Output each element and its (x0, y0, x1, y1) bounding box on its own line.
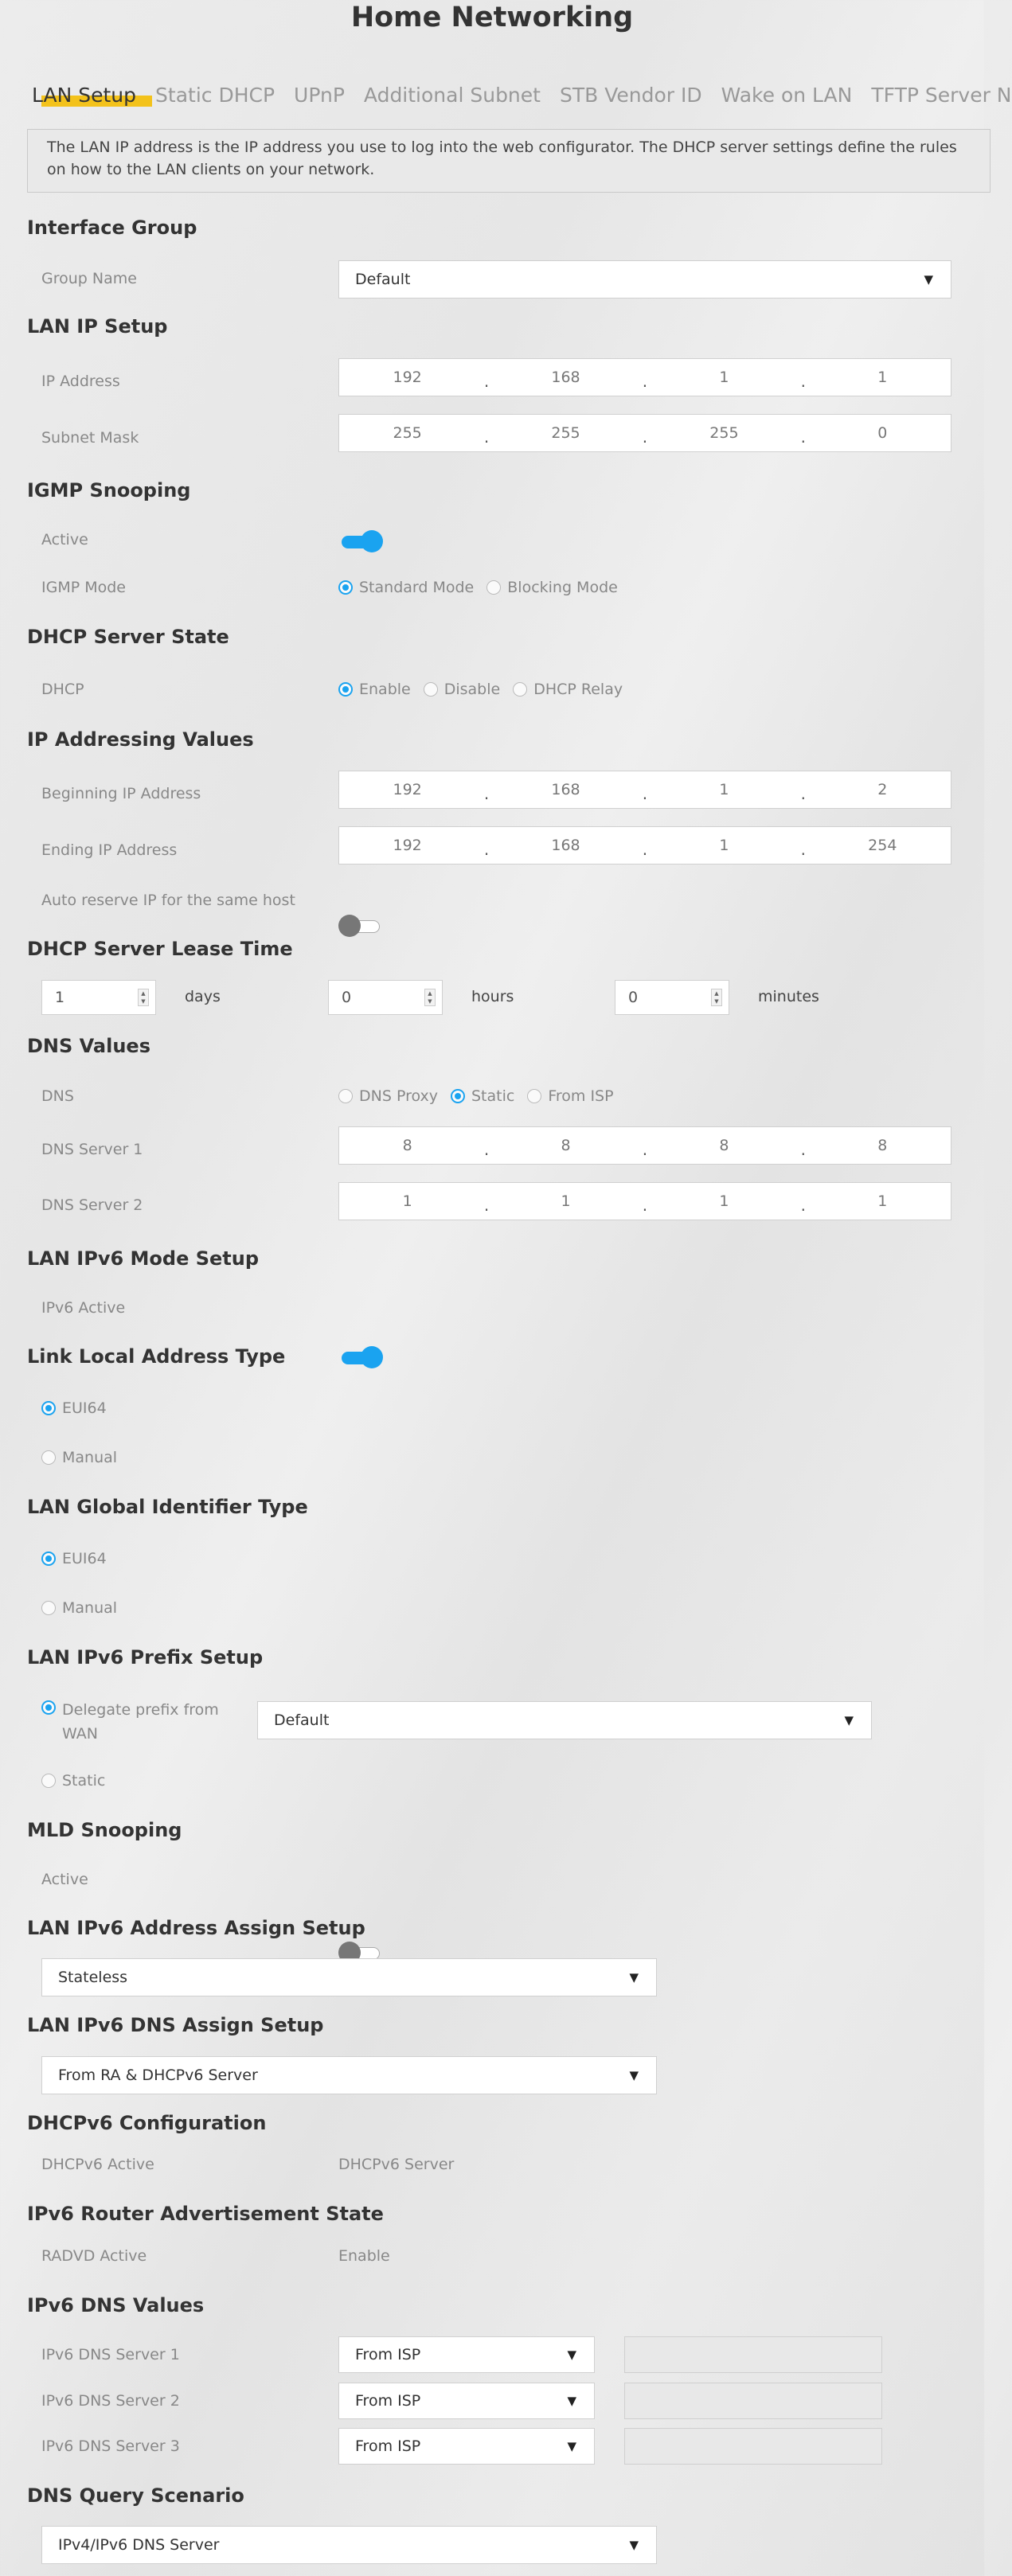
caret-down-icon: ▼ (629, 2068, 639, 2082)
link-local-eui64 (41, 1399, 107, 1417)
ip-address-label: IP Address (41, 373, 120, 390)
section-mld-snooping: MLD Snooping (27, 1819, 182, 1841)
dhcp-state-group (338, 681, 623, 698)
dns1-octet-input[interactable]: 8 (877, 1137, 888, 1154)
section-address-assign: LAN IPv6 Address Assign Setup (27, 1917, 365, 1939)
igmp-mode-label: IGMP Mode (41, 579, 126, 596)
dns-assign-select[interactable] (41, 2056, 657, 2094)
ipv6-dns-server-1-value: From ISP (355, 2346, 421, 2363)
tab-tftp-server[interactable]: TFTP Server N (871, 83, 1012, 107)
dns2-octet-input[interactable]: 1 (402, 1192, 412, 1210)
ipv6-dns-server-3-select[interactable] (338, 2428, 595, 2465)
end-octet-input[interactable]: 192 (393, 837, 422, 854)
beginning-ip-field: 192 . 168 . 1 . 2 (338, 771, 951, 809)
caret-down-icon: ▼ (567, 2348, 576, 2362)
lease-days-unit: days (185, 988, 221, 1005)
section-global-identifier: LAN Global Identifier Type (27, 1496, 308, 1518)
tab-stb-vendor-id[interactable]: STB Vendor ID (559, 83, 702, 107)
radio-global-eui64[interactable]: EUI64 (41, 1550, 107, 1567)
mask-octet-input[interactable]: 255 (551, 424, 580, 442)
info-box: The LAN IP address is the IP address you use to log into the web configurator. The DHCP server settings define the rules on how to the LAN clients on your network. (27, 129, 991, 193)
radio-global-manual[interactable]: Manual (41, 1599, 117, 1617)
mask-octet-input[interactable]: 0 (877, 424, 888, 442)
radio-delegate-prefix[interactable] (41, 1700, 56, 1715)
ending-ip-field: 192 . 168 . 1 . 254 (338, 826, 951, 865)
tab-lan-setup[interactable]: LAN Setup (32, 83, 137, 107)
radio-dns-from-isp[interactable]: From ISP (527, 1087, 613, 1105)
subnet-mask-label: Subnet Mask (41, 429, 139, 447)
spinner-arrows-icon[interactable]: ▲ ▼ (424, 989, 436, 1006)
auto-reserve-label: Auto reserve IP for the same host (41, 892, 295, 909)
ending-ip-label: Ending IP Address (41, 841, 178, 859)
caret-down-icon: ▼ (567, 2439, 576, 2453)
address-assign-select[interactable] (41, 1958, 657, 1996)
dns2-octet-input[interactable]: 1 (561, 1192, 571, 1210)
tab-upnp[interactable]: UPnP (294, 83, 345, 107)
auto-reserve-toggle[interactable] (338, 914, 383, 938)
mask-octet-input[interactable]: 255 (393, 424, 422, 442)
dns1-octet-input[interactable]: 8 (719, 1137, 729, 1154)
section-ipv6-mode: LAN IPv6 Mode Setup (27, 1247, 260, 1270)
ipv6-active-label: IPv6 Active (41, 1299, 126, 1317)
ipv6-dns-server-3-label: IPv6 DNS Server 3 (41, 2437, 180, 2455)
radio-link-local-eui64[interactable]: EUI64 (41, 1399, 107, 1417)
dns2-octet-input[interactable]: 1 (877, 1192, 888, 1210)
begin-octet-input[interactable]: 192 (393, 781, 422, 798)
dns-server-2-field: 1 . 1 . 1 . 1 (338, 1182, 951, 1220)
section-igmp-snooping: IGMP Snooping (27, 479, 191, 502)
dns-mode-group (338, 1087, 614, 1105)
ipv6-dns-server-1-label: IPv6 DNS Server 1 (41, 2346, 180, 2363)
section-dns-assign: LAN IPv6 DNS Assign Setup (27, 2014, 324, 2036)
section-dhcpv6: DHCPv6 Configuration (27, 2112, 267, 2134)
spinner-arrows-icon[interactable]: ▲ ▼ (711, 989, 722, 1006)
begin-octet-input[interactable]: 168 (551, 781, 580, 798)
dhcp-label: DHCP (41, 681, 84, 698)
end-octet-input[interactable]: 1 (719, 837, 729, 854)
dns2-octet-input[interactable]: 1 (719, 1192, 729, 1210)
ip-address-field: 192 . 168 . 1 . 1 (338, 358, 951, 396)
radio-link-local-manual[interactable]: Manual (41, 1449, 117, 1466)
global-id-manual (41, 1599, 117, 1617)
delegate-prefix-select[interactable] (257, 1701, 872, 1739)
dhcpv6-active-value: DHCPv6 Server (338, 2156, 455, 2173)
section-router-advertisement: IPv6 Router Advertisement State (27, 2203, 384, 2225)
caret-down-icon: ▼ (567, 2394, 576, 2408)
section-dhcp-server-state: DHCP Server State (27, 626, 229, 648)
ipv6-dns-server-3-input[interactable] (624, 2428, 882, 2465)
lease-hours-value: 0 (342, 989, 352, 1006)
caret-down-icon: ▼ (924, 272, 933, 287)
dns1-octet-input[interactable]: 8 (402, 1137, 412, 1154)
igmp-mode-group (338, 579, 618, 596)
radio-dns-proxy[interactable]: DNS Proxy (338, 1087, 438, 1105)
group-name-select[interactable] (338, 260, 951, 299)
dns-query-value: IPv4/IPv6 DNS Server (58, 2536, 220, 2554)
ip-octet-input[interactable]: 1 (877, 369, 888, 386)
end-octet-input[interactable]: 168 (551, 837, 580, 854)
tab-additional-subnet[interactable]: Additional Subnet (363, 83, 541, 107)
subnet-mask-field: 255 . 255 . 255 . 0 (338, 414, 951, 452)
radvd-active-label: RADVD Active (41, 2247, 147, 2265)
lease-minutes-value: 0 (628, 989, 639, 1006)
radio-dns-static[interactable]: Static (451, 1087, 514, 1105)
radio-dhcp-enable[interactable]: Enable (338, 681, 411, 698)
ipv6-dns-server-2-value: From ISP (355, 2392, 421, 2410)
lease-hours-spinner[interactable] (328, 980, 443, 1015)
delegate-label-line2: WAN (62, 1725, 98, 1743)
dhcpv6-active-label: DHCPv6 Active (41, 2156, 154, 2173)
section-dns-query-scenario: DNS Query Scenario (27, 2484, 244, 2507)
end-octet-input[interactable]: 254 (868, 837, 897, 854)
dns-server-1-field: 8 . 8 . 8 . 8 (338, 1126, 951, 1165)
mask-octet-input[interactable]: 255 (709, 424, 739, 442)
begin-octet-input[interactable]: 1 (719, 781, 729, 798)
caret-down-icon: ▼ (629, 1970, 639, 1985)
radio-dhcp-disable[interactable]: Disable (424, 681, 500, 698)
ipv6-active-toggle[interactable] (338, 1345, 383, 1369)
link-local-manual (41, 1449, 117, 1466)
lease-minutes-unit: minutes (758, 988, 819, 1005)
radio-prefix-static[interactable]: Static (41, 1772, 105, 1790)
dns-query-select[interactable] (41, 2526, 657, 2564)
dns-server-2-label: DNS Server 2 (41, 1196, 143, 1214)
prefix-static-option (41, 1772, 105, 1790)
dns-server-1-label: DNS Server 1 (41, 1141, 143, 1158)
ip-octet-input[interactable]: 168 (551, 369, 580, 386)
delegate-prefix-value: Default (274, 1711, 330, 1729)
ipv6-dns-server-2-input[interactable] (624, 2383, 882, 2419)
ip-octet-input[interactable]: 1 (719, 369, 729, 386)
section-prefix-setup: LAN IPv6 Prefix Setup (27, 1646, 264, 1669)
section-lan-ip-setup: LAN IP Setup (27, 315, 168, 338)
prefix-delegate-option[interactable] (41, 1698, 219, 1746)
ip-octet-input[interactable]: 192 (393, 369, 422, 386)
section-interface-group: Interface Group (27, 217, 197, 239)
radvd-active-value: Enable (338, 2247, 390, 2265)
tab-static-dhcp[interactable]: Static DHCP (155, 83, 275, 107)
ipv6-dns-server-1-input[interactable] (624, 2336, 882, 2373)
lease-hours-unit: hours (471, 988, 514, 1005)
begin-octet-input[interactable]: 2 (877, 781, 888, 798)
delegate-label-line1: Delegate prefix from (62, 1701, 219, 1719)
section-lease-time: DHCP Server Lease Time (27, 938, 293, 960)
section-link-local: Link Local Address Type (27, 1345, 286, 1368)
lease-days-value: 1 (55, 989, 65, 1006)
lease-minutes-spinner[interactable] (615, 980, 729, 1015)
tab-wake-on-lan[interactable]: Wake on LAN (721, 83, 853, 107)
page-title: Home Networking (350, 2, 634, 33)
ipv6-dns-server-3-value: From ISP (355, 2437, 421, 2455)
dns-assign-value: From RA & DHCPv6 Server (58, 2067, 258, 2084)
dns1-octet-input[interactable]: 8 (561, 1137, 571, 1154)
radio-dhcp-relay[interactable]: DHCP Relay (513, 681, 623, 698)
tab-bar (32, 83, 1012, 107)
address-assign-value: Stateless (58, 1969, 128, 1986)
caret-down-icon: ▼ (629, 2538, 639, 2552)
group-name-value: Default (355, 271, 411, 288)
caret-down-icon: ▼ (844, 1713, 854, 1727)
section-ipv6-dns-values: IPv6 DNS Values (27, 2294, 205, 2316)
radio-blocking-mode[interactable]: Blocking Mode (486, 579, 618, 596)
group-name-label: Group Name (41, 270, 137, 287)
igmp-active-label: Active (41, 531, 88, 548)
section-dns-values: DNS Values (27, 1035, 150, 1057)
ipv6-dns-server-2-label: IPv6 DNS Server 2 (41, 2392, 180, 2410)
dns-label: DNS (41, 1087, 74, 1105)
global-id-eui64 (41, 1550, 107, 1567)
mld-active-label: Active (41, 1871, 88, 1888)
ipv6-dns-server-1-select[interactable] (338, 2336, 595, 2373)
beginning-ip-label: Beginning IP Address (41, 785, 201, 802)
ipv6-dns-server-2-select[interactable] (338, 2383, 595, 2419)
spinner-arrows-icon[interactable]: ▲ ▼ (138, 989, 149, 1006)
radio-standard-mode[interactable]: Standard Mode (338, 579, 474, 596)
lease-days-spinner[interactable] (41, 980, 156, 1015)
section-ip-addressing-values: IP Addressing Values (27, 728, 254, 751)
igmp-active-toggle[interactable] (338, 529, 383, 553)
